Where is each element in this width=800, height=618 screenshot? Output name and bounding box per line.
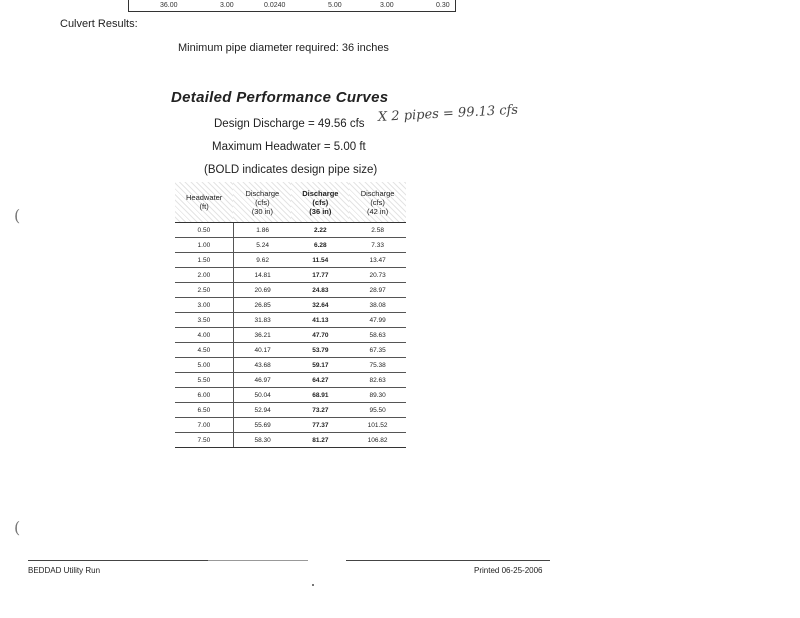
discharge-30-cell: 36.21 [233,328,291,343]
top-row-cell: 5.00 [328,2,342,9]
top-row-cell: 3.00 [380,2,394,9]
headwater-cell: 7.50 [175,433,233,448]
discharge-36-cell: 47.70 [291,328,349,343]
table-row [175,283,406,298]
discharge-30-cell: 1.86 [233,223,291,238]
table-row [175,223,406,238]
table-row [175,343,406,358]
discharge-30-cell: 40.17 [233,343,291,358]
footer-left-text: BEDDAD Utility Run [28,566,101,575]
header-line: Discharge [302,188,339,198]
table-row [175,238,406,253]
header-discharge-30 [233,182,291,223]
headwater-cell: 3.50 [175,313,233,328]
bold-note: (BOLD indicates design pipe size) [204,164,378,176]
headwater-cell: 5.50 [175,373,233,388]
discharge-42-cell: 95.50 [349,403,406,418]
headwater-cell: 4.50 [175,343,233,358]
header-line: Headwater [185,193,223,202]
discharge-30-cell: 55.69 [233,418,291,433]
footer-rule [208,560,308,561]
headwater-cell: 1.50 [175,253,233,268]
footer-right-text: Printed 06-25-2006 [474,566,543,575]
footer-rule [28,560,208,561]
discharge-36-cell: 24.83 [291,283,349,298]
discharge-36-cell: 68.91 [291,388,349,403]
discharge-42-cell: 89.30 [349,388,406,403]
headwater-cell: 0.50 [175,223,233,238]
headwater-cell: 2.00 [175,268,233,283]
discharge-42-cell: 106.82 [349,433,406,448]
top-row-cell: 36.00 [160,2,178,9]
table-row [175,433,406,448]
discharge-30-cell: 50.04 [233,388,291,403]
table-row [175,373,406,388]
discharge-30-cell: 52.94 [233,403,291,418]
culvert-results-label: Culvert Results: [60,18,138,30]
discharge-36-cell: 11.54 [291,253,349,268]
discharge-36-cell: 2.22 [291,223,349,238]
header-line: (cfs) [255,197,270,207]
discharge-36-cell: 59.17 [291,358,349,373]
discharge-30-cell: 43.68 [233,358,291,373]
scan-speck [312,584,314,586]
table-row [175,388,406,403]
discharge-42-cell: 38.08 [349,298,406,313]
discharge-30-cell: 46.97 [233,373,291,388]
discharge-36-cell: 6.28 [291,238,349,253]
discharge-42-cell: 47.99 [349,313,406,328]
headwater-cell: 1.00 [175,238,233,253]
header-line: (36 in) [309,206,332,216]
header-line: Discharge [245,188,280,198]
header-discharge-42 [349,182,406,223]
previous-table-row [128,0,458,12]
minimum-pipe-text: Minimum pipe diameter required: 36 inches [178,42,389,54]
scan-bracket-mark: ( [14,206,21,225]
discharge-36-cell: 53.79 [291,343,349,358]
headwater-cell: 6.50 [175,403,233,418]
discharge-30-cell: 31.83 [233,313,291,328]
headwater-cell: 4.00 [175,328,233,343]
discharge-30-cell: 58.30 [233,433,291,448]
headwater-cell: 2.50 [175,283,233,298]
discharge-42-cell: 13.47 [349,253,406,268]
discharge-36-cell: 77.37 [291,418,349,433]
discharge-36-cell: 81.27 [291,433,349,448]
header-discharge-36 [291,182,349,223]
top-row-cell: 0.30 [436,2,450,9]
performance-table [175,182,406,448]
header-line: (cfs) [370,197,385,207]
header-line: (ft) [199,202,209,211]
table-row [175,403,406,418]
discharge-30-cell: 14.81 [233,268,291,283]
top-row-cell: 3.00 [220,2,234,9]
discharge-30-cell: 9.62 [233,253,291,268]
discharge-36-cell: 41.13 [291,313,349,328]
discharge-42-cell: 7.33 [349,238,406,253]
headwater-cell: 3.00 [175,298,233,313]
table-row [175,418,406,433]
section-title: Detailed Performance Curves [171,89,389,106]
discharge-30-cell: 20.69 [233,283,291,298]
headwater-cell: 7.00 [175,418,233,433]
discharge-42-cell: 67.35 [349,343,406,358]
table-row [175,328,406,343]
max-headwater: Maximum Headwater = 5.00 ft [212,141,366,153]
discharge-42-cell: 82.63 [349,373,406,388]
footer-rule [346,560,550,561]
discharge-36-cell: 73.27 [291,403,349,418]
header-headwater [175,182,233,223]
header-line: (30 in) [251,206,273,216]
discharge-36-cell: 32.64 [291,298,349,313]
headwater-cell: 6.00 [175,388,233,403]
header-line: (cfs) [312,197,329,207]
table-row [175,298,406,313]
discharge-30-cell: 26.85 [233,298,291,313]
design-discharge: Design Discharge = 49.56 cfs [214,118,365,130]
scan-bracket-mark: ( [14,518,21,537]
discharge-36-cell: 64.27 [291,373,349,388]
table-body [175,223,406,448]
header-line: Discharge [360,188,395,198]
top-row-cell: 0.0240 [264,2,286,9]
discharge-42-cell: 58.63 [349,328,406,343]
row-underline [128,11,456,12]
table-row [175,313,406,328]
discharge-42-cell: 101.52 [349,418,406,433]
headwater-cell: 5.00 [175,358,233,373]
discharge-42-cell: 28.97 [349,283,406,298]
handwritten-note: X 2 pipes = 99.13 cfs [377,102,519,125]
table-row [175,358,406,373]
header-line: (42 in) [366,206,389,216]
table-row [175,268,406,283]
discharge-42-cell: 20.73 [349,268,406,283]
discharge-36-cell: 17.77 [291,268,349,283]
discharge-42-cell: 75.38 [349,358,406,373]
table-row [175,253,406,268]
discharge-30-cell: 5.24 [233,238,291,253]
table-header-row [175,182,406,223]
discharge-42-cell: 2.58 [349,223,406,238]
